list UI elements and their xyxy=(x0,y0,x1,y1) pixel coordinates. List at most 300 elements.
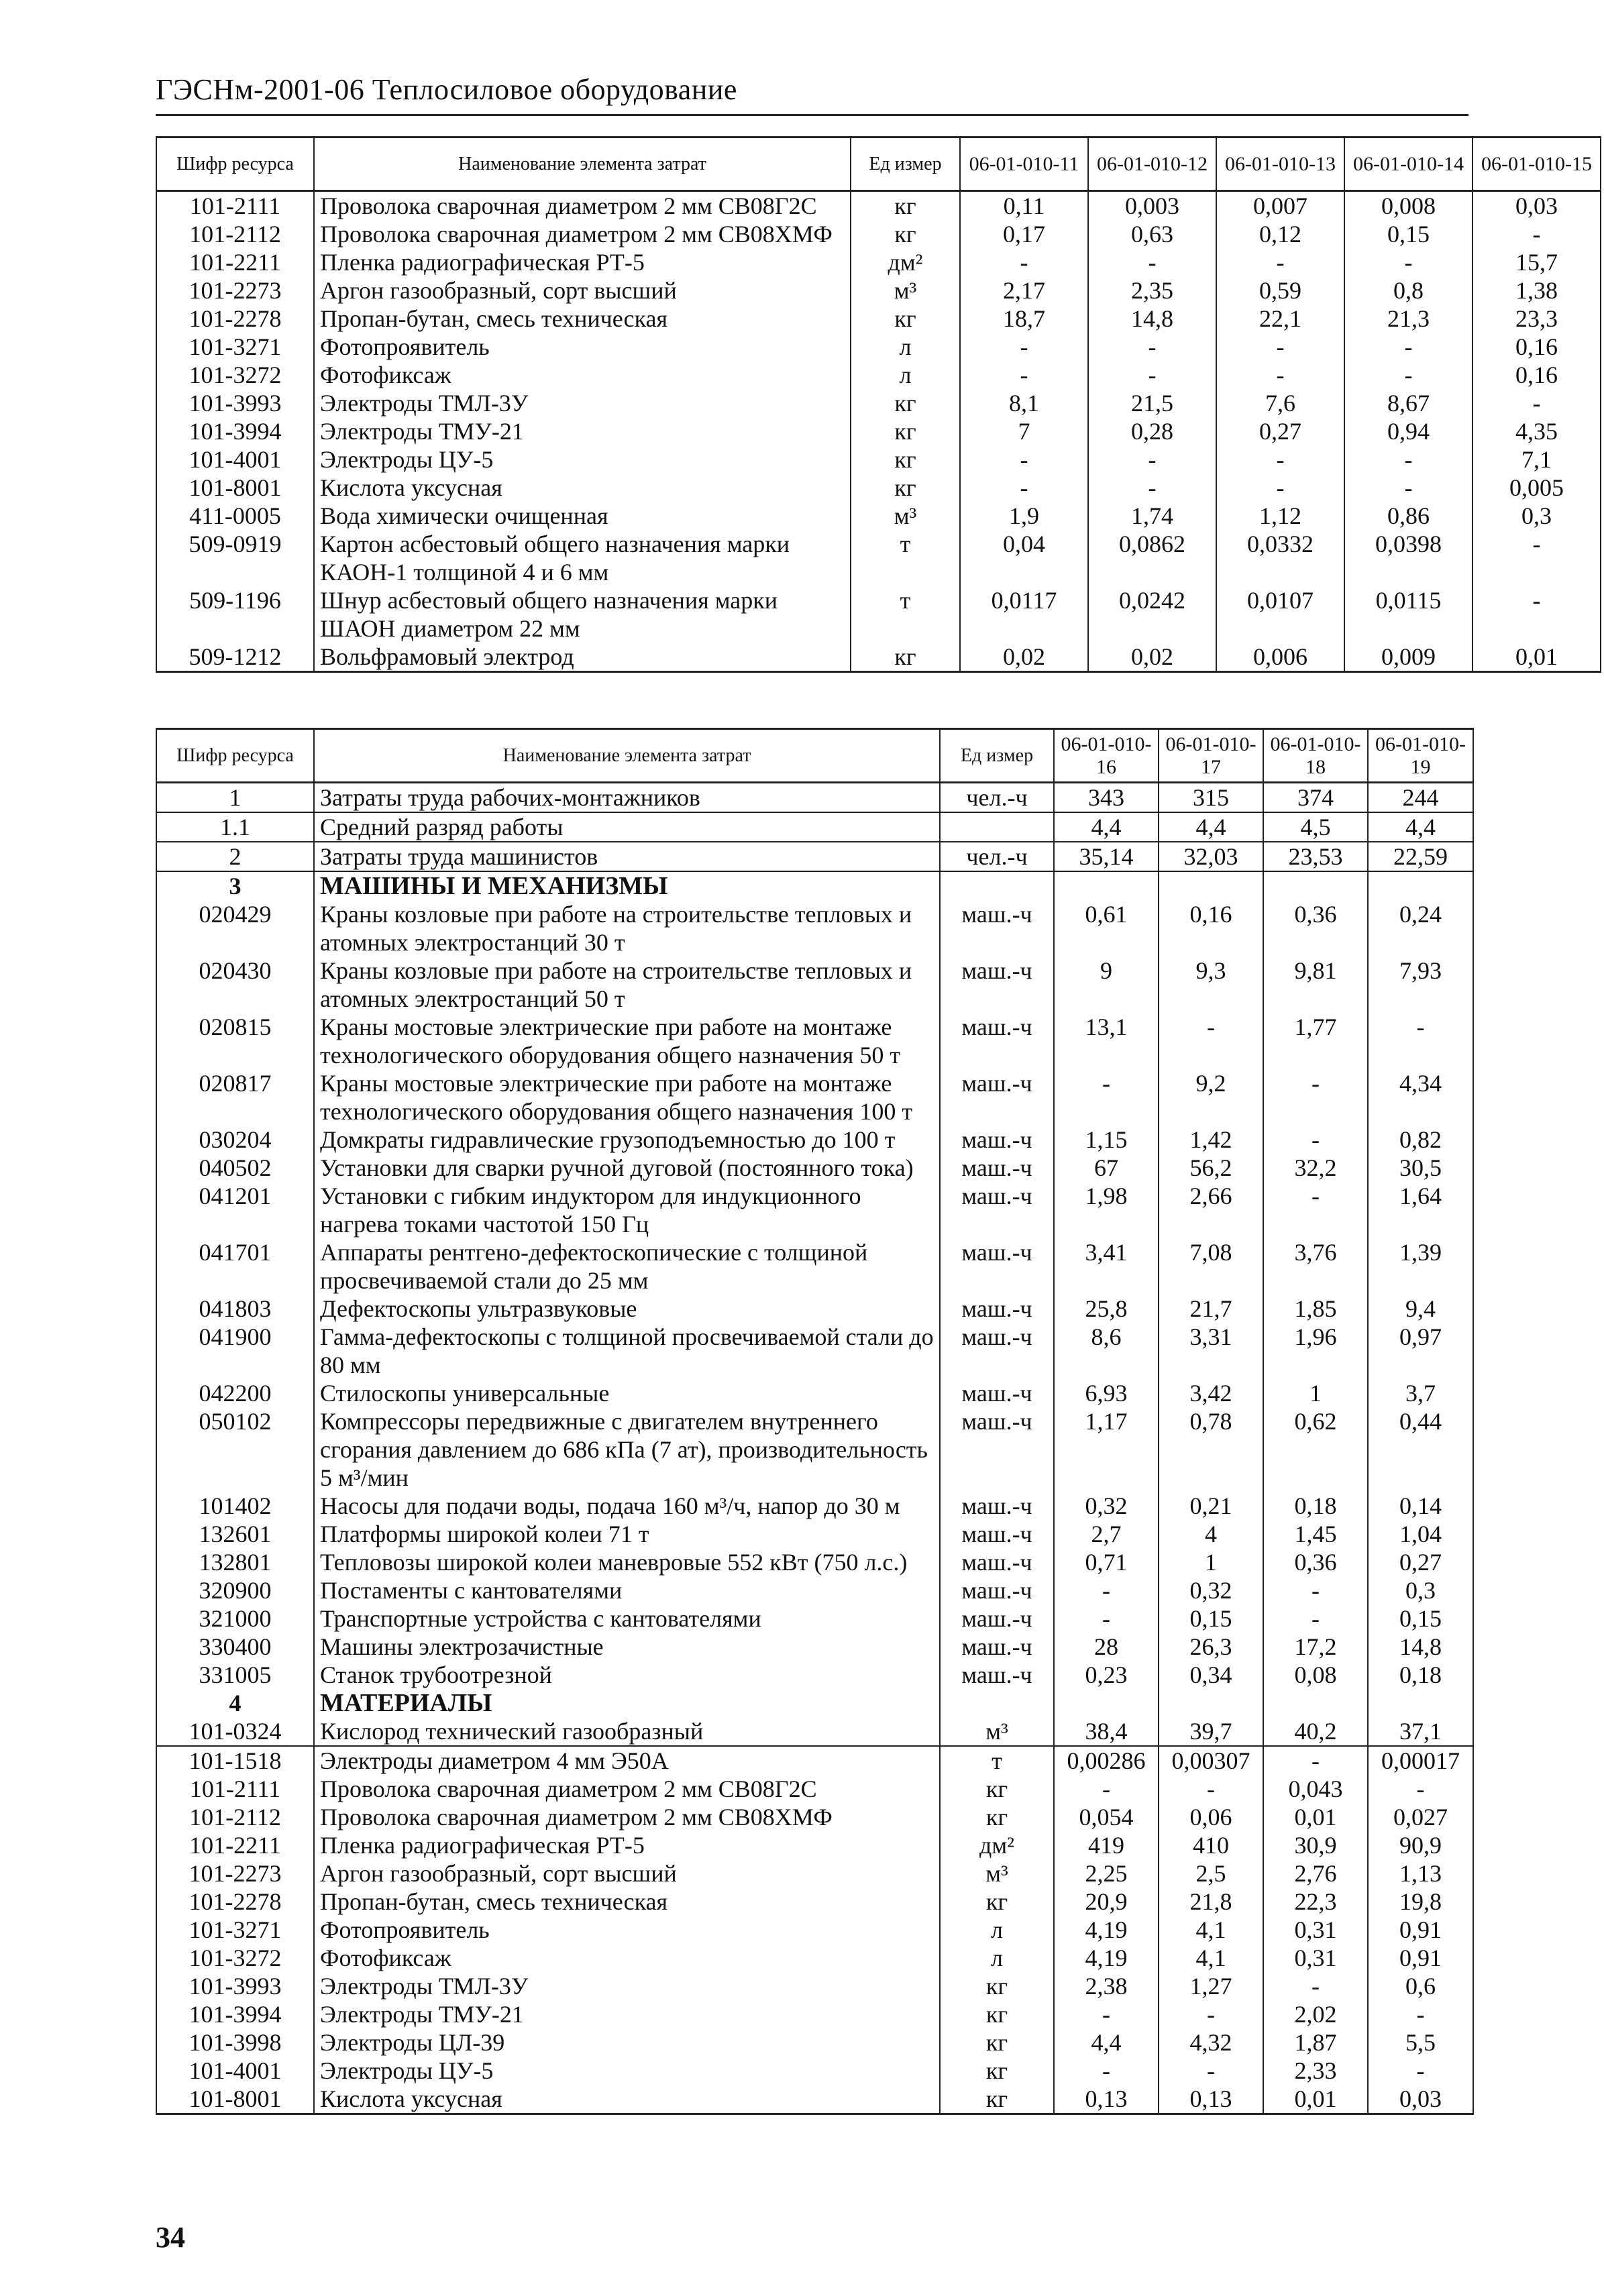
value-cell: 1 xyxy=(1159,1548,1263,1576)
value-cell: - xyxy=(960,445,1088,474)
resource-name-cell: Пленка радиографическая РТ-5 xyxy=(314,248,851,276)
value-cell: 0,59 xyxy=(1216,276,1344,305)
resource-code-cell: 020430 xyxy=(156,956,314,1013)
unit-cell: маш.-ч xyxy=(940,1182,1054,1238)
resource-name-cell: Электроды ЦЛ-39 xyxy=(314,2028,940,2057)
resource-code-cell: 101-8001 xyxy=(156,2085,314,2114)
resource-name-cell: Электроды ЦУ-5 xyxy=(314,445,851,474)
resource-name-cell: Краны мостовые электрические при работе на монтаже технологического оборудования общего назначения 50 т xyxy=(314,1013,940,1069)
resource-name-cell: Машины электрозачистные xyxy=(314,1633,940,1661)
resource-table-2 xyxy=(156,728,1474,2115)
value-cell: 7,6 xyxy=(1216,389,1344,417)
value-cell: 0,0107 xyxy=(1216,586,1344,643)
value-cell: 2,02 xyxy=(1263,2000,1368,2028)
unit-cell: кг xyxy=(851,220,960,248)
value-cell: 2,25 xyxy=(1054,1859,1159,1888)
value-cell: 0,06 xyxy=(1159,1803,1263,1831)
resource-name-cell: Станок трубоотрезной xyxy=(314,1661,940,1689)
value-cell: 0,6 xyxy=(1368,1972,1473,2000)
unit-cell: маш.-ч xyxy=(940,1323,1054,1379)
value-cell: 0,13 xyxy=(1054,2085,1159,2114)
value-cell: 410 xyxy=(1159,1831,1263,1859)
value-cell: 0,03 xyxy=(1473,191,1601,221)
value-cell: 1,12 xyxy=(1216,502,1344,530)
resource-name-cell: Кислород технический газообразный xyxy=(314,1717,940,1746)
unit-cell: кг xyxy=(851,474,960,502)
table-row xyxy=(156,474,1601,502)
unit-cell: маш.-ч xyxy=(940,1633,1054,1661)
unit-cell: кг xyxy=(940,2057,1054,2085)
unit-cell: чел.-ч xyxy=(940,842,1054,871)
value-cell: - xyxy=(1088,361,1216,389)
value-cell: - xyxy=(1159,2057,1263,2085)
unit-cell: кг xyxy=(940,2028,1054,2057)
resource-code-cell: 101-4001 xyxy=(156,445,314,474)
value-cell: - xyxy=(1344,361,1473,389)
header-name: Наименование элемента затрат xyxy=(314,138,851,191)
value-cell: 26,3 xyxy=(1159,1633,1263,1661)
resource-code-cell: 330400 xyxy=(156,1633,314,1661)
value-cell: 30,9 xyxy=(1263,1831,1368,1859)
unit-cell: маш.-ч xyxy=(940,956,1054,1013)
resource-table-1 xyxy=(156,136,1601,673)
unit-cell: маш.-ч xyxy=(940,1295,1054,1323)
table-row xyxy=(156,1916,1473,1944)
value-cell: 0,18 xyxy=(1263,1492,1368,1520)
value-cell: - xyxy=(1088,333,1216,361)
value-cell: 2,5 xyxy=(1159,1859,1263,1888)
unit-cell: л xyxy=(851,333,960,361)
resource-name-cell: Проволока сварочная диаметром 2 мм СВ08Г2С xyxy=(314,1775,940,1803)
resource-name-cell: Насосы для подачи воды, подача 160 м³/ч, напор до 30 м xyxy=(314,1492,940,1520)
value-cell: 0,01 xyxy=(1263,1803,1368,1831)
value-cell: 0,005 xyxy=(1473,474,1601,502)
unit-cell xyxy=(940,1689,1054,1717)
value-cell: 0,24 xyxy=(1368,900,1473,956)
unit-cell: кг xyxy=(940,1775,1054,1803)
table-row xyxy=(156,191,1601,221)
value-cell: 1,39 xyxy=(1368,1238,1473,1295)
table-row xyxy=(156,783,1473,813)
value-cell: 2,33 xyxy=(1263,2057,1368,2085)
value-cell: 8,1 xyxy=(960,389,1088,417)
resource-code-cell: 132601 xyxy=(156,1520,314,1548)
value-cell: 0,008 xyxy=(1344,191,1473,221)
resource-name-cell: Вольфрамовый электрод xyxy=(314,643,851,672)
resource-name-cell: Средний разряд работы xyxy=(314,812,940,842)
value-cell: 0,043 xyxy=(1263,1775,1368,1803)
table-row xyxy=(156,956,1473,1013)
value-cell: 374 xyxy=(1263,783,1368,813)
value-cell: 0,8 xyxy=(1344,276,1473,305)
value-cell: 0,32 xyxy=(1054,1492,1159,1520)
resource-code-cell: 101402 xyxy=(156,1492,314,1520)
table-row xyxy=(156,1295,1473,1323)
table-row xyxy=(156,305,1601,333)
value-cell xyxy=(1054,1689,1159,1717)
value-cell: 23,3 xyxy=(1473,305,1601,333)
unit-cell: маш.-ч xyxy=(940,900,1054,956)
unit-cell: м³ xyxy=(940,1717,1054,1746)
value-cell: 4,35 xyxy=(1473,417,1601,445)
header-col: 06-01-010-15 xyxy=(1473,138,1601,191)
resource-name-cell: Электроды диаметром 4 мм Э50А xyxy=(314,1746,940,1775)
value-cell: 22,1 xyxy=(1216,305,1344,333)
table-row xyxy=(156,1323,1473,1379)
table-row xyxy=(156,220,1601,248)
value-cell: 22,59 xyxy=(1368,842,1473,871)
value-cell: 38,4 xyxy=(1054,1717,1159,1746)
value-cell: 3,41 xyxy=(1054,1238,1159,1295)
value-cell: 21,7 xyxy=(1159,1295,1263,1323)
value-cell: - xyxy=(1216,333,1344,361)
value-cell: 0,04 xyxy=(960,530,1088,586)
unit-cell: маш.-ч xyxy=(940,1548,1054,1576)
resource-code-cell: 101-2112 xyxy=(156,220,314,248)
header-unit: Ед измер xyxy=(940,729,1054,783)
unit-cell: м³ xyxy=(851,502,960,530)
table-row xyxy=(156,1407,1473,1492)
unit-cell: маш.-ч xyxy=(940,1069,1054,1126)
table-row xyxy=(156,1803,1473,1831)
unit-cell: кг xyxy=(851,191,960,221)
value-cell: 9,4 xyxy=(1368,1295,1473,1323)
value-cell: - xyxy=(1216,361,1344,389)
value-cell: 18,7 xyxy=(960,305,1088,333)
value-cell: 0,82 xyxy=(1368,1126,1473,1154)
table-row xyxy=(156,871,1473,900)
value-cell: - xyxy=(1344,474,1473,502)
value-cell: 0,0862 xyxy=(1088,530,1216,586)
value-cell: 0,054 xyxy=(1054,1803,1159,1831)
value-cell: 0,36 xyxy=(1263,900,1368,956)
value-cell: 1,27 xyxy=(1159,1972,1263,2000)
header-col: 06-01-010-13 xyxy=(1216,138,1344,191)
value-cell: - xyxy=(1054,1069,1159,1126)
value-cell: - xyxy=(1473,530,1601,586)
header-col: 06-01-010-17 xyxy=(1159,729,1263,783)
resource-code-cell: 3 xyxy=(156,871,314,900)
value-cell: 0,006 xyxy=(1216,643,1344,672)
resource-code-cell: 101-3272 xyxy=(156,1944,314,1972)
value-cell: - xyxy=(1159,1013,1263,1069)
table-row xyxy=(156,643,1601,672)
table-row xyxy=(156,445,1601,474)
value-cell: 21,8 xyxy=(1159,1888,1263,1916)
resource-name-cell: Краны мостовые электрические при работе на монтаже технологического оборудования общего назначения 100 т xyxy=(314,1069,940,1126)
resource-code-cell: 101-3271 xyxy=(156,1916,314,1944)
value-cell: - xyxy=(1368,2000,1473,2028)
value-cell: 0,03 xyxy=(1368,2085,1473,2114)
value-cell: 1,87 xyxy=(1263,2028,1368,2057)
value-cell: - xyxy=(1263,1746,1368,1775)
value-cell: 1,15 xyxy=(1054,1126,1159,1154)
resource-code-cell: 509-0919 xyxy=(156,530,314,586)
value-cell: 19,8 xyxy=(1368,1888,1473,1916)
value-cell: 1,85 xyxy=(1263,1295,1368,1323)
unit-cell: кг xyxy=(851,305,960,333)
value-cell: - xyxy=(1473,389,1601,417)
value-cell: - xyxy=(1344,333,1473,361)
page-header: ГЭСНм-2001-06 Теплосиловое оборудование xyxy=(156,73,737,106)
value-cell: 17,2 xyxy=(1263,1633,1368,1661)
table-row xyxy=(156,361,1601,389)
value-cell: 0,23 xyxy=(1054,1661,1159,1689)
value-cell: 1,13 xyxy=(1368,1859,1473,1888)
value-cell: - xyxy=(1344,248,1473,276)
value-cell: 3,42 xyxy=(1159,1379,1263,1407)
resource-name-cell: МАТЕРИАЛЫ xyxy=(314,1689,940,1717)
value-cell: 0,02 xyxy=(960,643,1088,672)
resource-code-cell: 101-2278 xyxy=(156,305,314,333)
resource-code-cell: 509-1212 xyxy=(156,643,314,672)
resource-name-cell: Пропан-бутан, смесь техническая xyxy=(314,1888,940,1916)
resource-code-cell: 101-2211 xyxy=(156,248,314,276)
value-cell: 0,28 xyxy=(1088,417,1216,445)
resource-name-cell: Домкраты гидравлические грузоподъемностью до 100 т xyxy=(314,1126,940,1154)
unit-cell: кг xyxy=(851,417,960,445)
unit-cell: м³ xyxy=(851,276,960,305)
table-row xyxy=(156,2057,1473,2085)
resource-code-cell: 041201 xyxy=(156,1182,314,1238)
unit-cell: маш.-ч xyxy=(940,1492,1054,1520)
value-cell: 0,0115 xyxy=(1344,586,1473,643)
value-cell: 4,19 xyxy=(1054,1944,1159,1972)
resource-code-cell: 041803 xyxy=(156,1295,314,1323)
value-cell: 20,9 xyxy=(1054,1888,1159,1916)
resource-name-cell: Затраты труда машинистов xyxy=(314,842,940,871)
table-row xyxy=(156,1888,1473,1916)
header-name: Наименование элемента затрат xyxy=(314,729,940,783)
resource-name-cell: Аппараты рентгено-дефектоскопические с толщиной просвечиваемой стали до 25 мм xyxy=(314,1238,940,1295)
value-cell: - xyxy=(1473,586,1601,643)
resource-name-cell: Картон асбестовый общего назначения марки КАОН-1 толщиной 4 и 6 мм xyxy=(314,530,851,586)
header-col: 06-01-010-16 xyxy=(1054,729,1159,783)
value-cell: 30,5 xyxy=(1368,1154,1473,1182)
resource-code-cell: 020817 xyxy=(156,1069,314,1126)
unit-cell: кг xyxy=(940,2085,1054,2114)
value-cell: 67 xyxy=(1054,1154,1159,1182)
value-cell: 2,17 xyxy=(960,276,1088,305)
table-row xyxy=(156,1604,1473,1633)
value-cell: 35,14 xyxy=(1054,842,1159,871)
value-cell: - xyxy=(1263,1069,1368,1126)
resource-code-cell: 509-1196 xyxy=(156,586,314,643)
resource-name-cell: Установки с гибким индуктором для индукционного нагрева токами частотой 150 Гц xyxy=(314,1182,940,1238)
value-cell: 0,00017 xyxy=(1368,1746,1473,1775)
value-cell: 8,67 xyxy=(1344,389,1473,417)
resource-name-cell: Пропан-бутан, смесь техническая xyxy=(314,305,851,333)
resource-name-cell: Платформы широкой колеи 71 т xyxy=(314,1520,940,1548)
value-cell: 9,2 xyxy=(1159,1069,1263,1126)
value-cell: - xyxy=(1263,1576,1368,1604)
value-cell: 343 xyxy=(1054,783,1159,813)
unit-cell: маш.-ч xyxy=(940,1407,1054,1492)
value-cell: 15,7 xyxy=(1473,248,1601,276)
resource-name-cell: Электроды ТМЛ-3У xyxy=(314,389,851,417)
header-col: 06-01-010-11 xyxy=(960,138,1088,191)
table-row xyxy=(156,1944,1473,1972)
value-cell: 0,003 xyxy=(1088,191,1216,221)
table-2-body xyxy=(156,783,1473,2114)
value-cell: 0,15 xyxy=(1344,220,1473,248)
value-cell: 22,3 xyxy=(1263,1888,1368,1916)
resource-code-cell: 050102 xyxy=(156,1407,314,1492)
value-cell: 0,17 xyxy=(960,220,1088,248)
value-cell: 0,91 xyxy=(1368,1944,1473,1972)
unit-cell: т xyxy=(851,586,960,643)
value-cell: - xyxy=(1088,474,1216,502)
value-cell: 23,53 xyxy=(1263,842,1368,871)
value-cell: 0,18 xyxy=(1368,1661,1473,1689)
table-row xyxy=(156,1492,1473,1520)
unit-cell: т xyxy=(851,530,960,586)
value-cell: 4,1 xyxy=(1159,1944,1263,1972)
value-cell: 0,27 xyxy=(1368,1548,1473,1576)
resource-name-cell: Краны козловые при работе на строительстве тепловых и атомных электростанций 50 т xyxy=(314,956,940,1013)
resource-name-cell: Проволока сварочная диаметром 2 мм СВ08Г2С xyxy=(314,191,851,221)
value-cell: 0,71 xyxy=(1054,1548,1159,1576)
table-row xyxy=(156,1831,1473,1859)
value-cell: 25,8 xyxy=(1054,1295,1159,1323)
value-cell xyxy=(1054,871,1159,900)
resource-code-cell: 101-0324 xyxy=(156,1717,314,1746)
resource-name-cell: Фотопроявитель xyxy=(314,333,851,361)
value-cell: - xyxy=(1263,1182,1368,1238)
table-row xyxy=(156,1775,1473,1803)
resource-code-cell: 101-3994 xyxy=(156,2000,314,2028)
value-cell: 0,62 xyxy=(1263,1407,1368,1492)
value-cell: - xyxy=(960,248,1088,276)
value-cell: 0,00307 xyxy=(1159,1746,1263,1775)
table-row xyxy=(156,1154,1473,1182)
unit-cell: маш.-ч xyxy=(940,1238,1054,1295)
resource-code-cell: 411-0005 xyxy=(156,502,314,530)
resource-name-cell: Электроды ТМУ-21 xyxy=(314,417,851,445)
header-unit: Ед измер xyxy=(851,138,960,191)
value-cell: 1,9 xyxy=(960,502,1088,530)
header-code: Шифр ресурса xyxy=(156,729,314,783)
table-row xyxy=(156,586,1601,643)
resource-code-cell: 2 xyxy=(156,842,314,871)
value-cell: 4 xyxy=(1159,1520,1263,1548)
value-cell: 4,4 xyxy=(1159,812,1263,842)
resource-code-cell: 132801 xyxy=(156,1548,314,1576)
table-row xyxy=(156,1717,1473,1746)
value-cell: 0,027 xyxy=(1368,1803,1473,1831)
value-cell: - xyxy=(1263,1126,1368,1154)
value-cell: 4,4 xyxy=(1368,812,1473,842)
resource-name-cell: Электроды ЦУ-5 xyxy=(314,2057,940,2085)
resource-code-cell: 101-4001 xyxy=(156,2057,314,2085)
value-cell: 0,0117 xyxy=(960,586,1088,643)
value-cell: 4,19 xyxy=(1054,1916,1159,1944)
value-cell: 40,2 xyxy=(1263,1717,1368,1746)
value-cell: - xyxy=(960,333,1088,361)
resource-name-cell: Фотопроявитель xyxy=(314,1916,940,1944)
value-cell: 4,32 xyxy=(1159,2028,1263,2057)
value-cell xyxy=(1368,1689,1473,1717)
resource-code-cell: 101-2111 xyxy=(156,1775,314,1803)
value-cell: 0,3 xyxy=(1368,1576,1473,1604)
value-cell: 14,8 xyxy=(1368,1633,1473,1661)
table-row xyxy=(156,1661,1473,1689)
value-cell: 0,02 xyxy=(1088,643,1216,672)
value-cell: 1,77 xyxy=(1263,1013,1368,1069)
value-cell: 1,04 xyxy=(1368,1520,1473,1548)
resource-name-cell: Вода химически очищенная xyxy=(314,502,851,530)
value-cell: 1,17 xyxy=(1054,1407,1159,1492)
unit-cell: маш.-ч xyxy=(940,1126,1054,1154)
resource-code-cell: 1.1 xyxy=(156,812,314,842)
value-cell: 7 xyxy=(960,417,1088,445)
header-col: 06-01-010-19 xyxy=(1368,729,1473,783)
value-cell: 7,1 xyxy=(1473,445,1601,474)
value-cell: 0,007 xyxy=(1216,191,1344,221)
value-cell: - xyxy=(1216,445,1344,474)
resource-name-cell: Фотофиксаж xyxy=(314,1944,940,1972)
value-cell: 244 xyxy=(1368,783,1473,813)
value-cell: 0,63 xyxy=(1088,220,1216,248)
resource-code-cell: 101-3271 xyxy=(156,333,314,361)
value-cell: 1,96 xyxy=(1263,1323,1368,1379)
header-col: 06-01-010-12 xyxy=(1088,138,1216,191)
table-row xyxy=(156,248,1601,276)
value-cell: 0,01 xyxy=(1473,643,1601,672)
value-cell: 21,3 xyxy=(1344,305,1473,333)
value-cell: 0,31 xyxy=(1263,1944,1368,1972)
value-cell: 4,5 xyxy=(1263,812,1368,842)
resource-name-cell: Кислота уксусная xyxy=(314,2085,940,2114)
resource-code-cell: 101-1518 xyxy=(156,1746,314,1775)
value-cell: 2,35 xyxy=(1088,276,1216,305)
table-row xyxy=(156,1689,1473,1717)
value-cell: 9,81 xyxy=(1263,956,1368,1013)
resource-code-cell: 101-3998 xyxy=(156,2028,314,2057)
resource-name-cell: Транспортные устройства с кантователями xyxy=(314,1604,940,1633)
value-cell: - xyxy=(1473,220,1601,248)
value-cell: 0,01 xyxy=(1263,2085,1368,2114)
value-cell: - xyxy=(1159,2000,1263,2028)
resource-name-cell: Фотофиксаж xyxy=(314,361,851,389)
value-cell xyxy=(1368,871,1473,900)
value-cell: 90,9 xyxy=(1368,1831,1473,1859)
unit-cell: маш.-ч xyxy=(940,1154,1054,1182)
resource-code-cell: 042200 xyxy=(156,1379,314,1407)
value-cell: 9 xyxy=(1054,956,1159,1013)
table-row xyxy=(156,2028,1473,2057)
unit-cell: кг xyxy=(940,1803,1054,1831)
value-cell: 3,76 xyxy=(1263,1238,1368,1295)
value-cell: 4,4 xyxy=(1054,2028,1159,2057)
table-row xyxy=(156,1859,1473,1888)
value-cell: 0,14 xyxy=(1368,1492,1473,1520)
value-cell: 0,16 xyxy=(1473,361,1601,389)
value-cell: 8,6 xyxy=(1054,1323,1159,1379)
resource-code-cell: 4 xyxy=(156,1689,314,1717)
resource-name-cell: Краны козловые при работе на строительстве тепловых и атомных электростанций 30 т xyxy=(314,900,940,956)
unit-cell: м³ xyxy=(940,1859,1054,1888)
resource-name-cell: Аргон газообразный, сорт высший xyxy=(314,1859,940,1888)
value-cell: 1,42 xyxy=(1159,1126,1263,1154)
value-cell: 7,93 xyxy=(1368,956,1473,1013)
table-row xyxy=(156,530,1601,586)
value-cell xyxy=(1159,871,1263,900)
value-cell: 0,27 xyxy=(1216,417,1344,445)
resource-name-cell: Затраты труда рабочих-монтажников xyxy=(314,783,940,813)
table-row xyxy=(156,1182,1473,1238)
value-cell: 1,64 xyxy=(1368,1182,1473,1238)
